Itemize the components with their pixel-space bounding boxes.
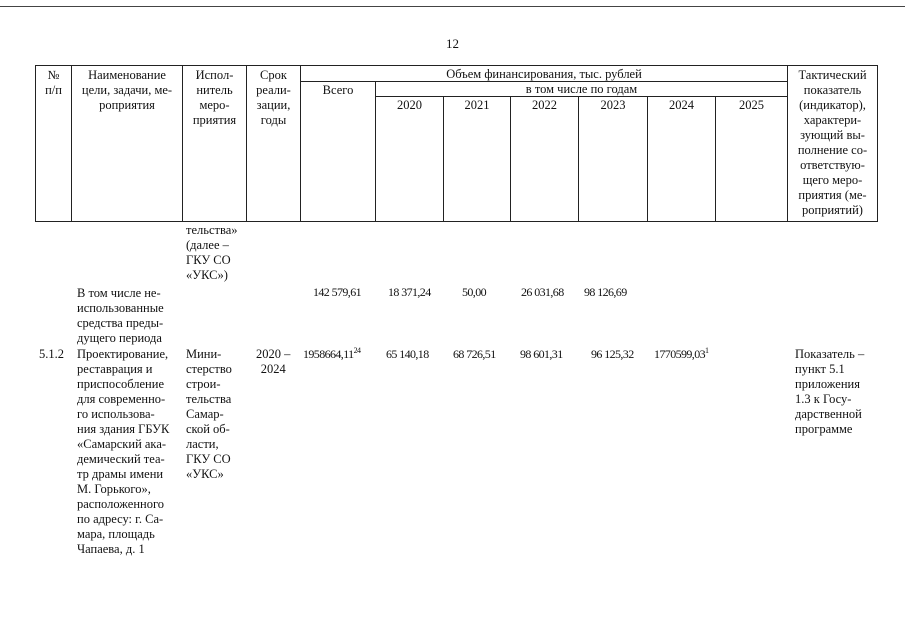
footnote-marker: 1 bbox=[705, 346, 709, 355]
subrow-total: 142 579,61 bbox=[313, 285, 362, 299]
row-executor: Мини- стерство строи- тельства Самар- ской об- ласти, ГКУ СО «УКС» bbox=[186, 347, 232, 481]
row-number: 5.1.2 bbox=[39, 347, 64, 361]
top-border-line bbox=[0, 6, 905, 7]
row-2022: 98 601,31 bbox=[520, 347, 563, 361]
table-header bbox=[35, 65, 878, 222]
row-indicator: Показатель – пункт 5.1 приложения 1.3 к Госу- дарственной программе bbox=[795, 347, 865, 436]
header-year-2023: 2023 bbox=[600, 98, 626, 112]
header-col-executor: Испол- нитель меро- приятия bbox=[192, 68, 237, 127]
header-col-number: № п/п bbox=[45, 68, 62, 97]
col-divider bbox=[647, 97, 648, 221]
row-2020: 65 140,18 bbox=[386, 347, 429, 361]
header-year-2025: 2025 bbox=[739, 98, 764, 112]
col-divider bbox=[578, 97, 579, 221]
row-total: 1958664,11$^{24}$ bbox=[303, 346, 361, 361]
col-divider bbox=[443, 97, 444, 221]
row-2024: 1770599,03$^1$ bbox=[654, 346, 709, 361]
col-divider bbox=[715, 97, 716, 221]
header-year-2022: 2022 bbox=[532, 98, 557, 112]
col-divider bbox=[510, 97, 511, 221]
row-2021: 68 726,51 bbox=[453, 347, 496, 361]
footnote-marker: 24 bbox=[353, 346, 361, 355]
subrow-2020: 18 371,24 bbox=[388, 285, 431, 299]
header-year-2021: 2021 bbox=[464, 98, 490, 112]
row-term: 2020 – 2024 bbox=[256, 347, 291, 376]
header-col-term: Срок реали- зации, годы bbox=[256, 68, 291, 127]
row-name: Проектирование, реставрация и приспособление для современно- го использова- ния здания ГБУК «Самарский ака- демический теа- тр драмы имени М. Горького», расположенного по адресу: г. Са- мара, площадь Чапаева, д. 1 bbox=[77, 347, 170, 556]
header-col-financing: Объем финансирования, тыс. рублей bbox=[446, 67, 642, 81]
header-col-name: Наименование цели, задачи, ме- роприятия bbox=[81, 68, 173, 112]
subrow-2022: 26 031,68 bbox=[521, 285, 564, 299]
header-col-total: Всего bbox=[322, 83, 354, 97]
subrow-2021: 50,00 bbox=[462, 285, 487, 299]
header-col-by-years: в том числе по годам bbox=[525, 82, 638, 96]
subrow-2023: 98 126,69 bbox=[584, 285, 627, 299]
continued-executor-text: тельства» (далее – ГКУ СО «УКС») bbox=[186, 223, 238, 282]
subrow-name: В том числе не- использованные средства преды- дущего периода bbox=[77, 286, 164, 345]
header-col-indicator: Тактический показатель (индикатор), характери- зующий вы- полнение со- ответствую- щего меро- приятия (ме- роприятий) bbox=[797, 68, 868, 217]
header-year-2024: 2024 bbox=[669, 98, 694, 112]
row-2023: 96 125,32 bbox=[591, 347, 634, 361]
page-number: 12 bbox=[446, 36, 459, 51]
header-year-2020: 2020 bbox=[397, 98, 422, 112]
